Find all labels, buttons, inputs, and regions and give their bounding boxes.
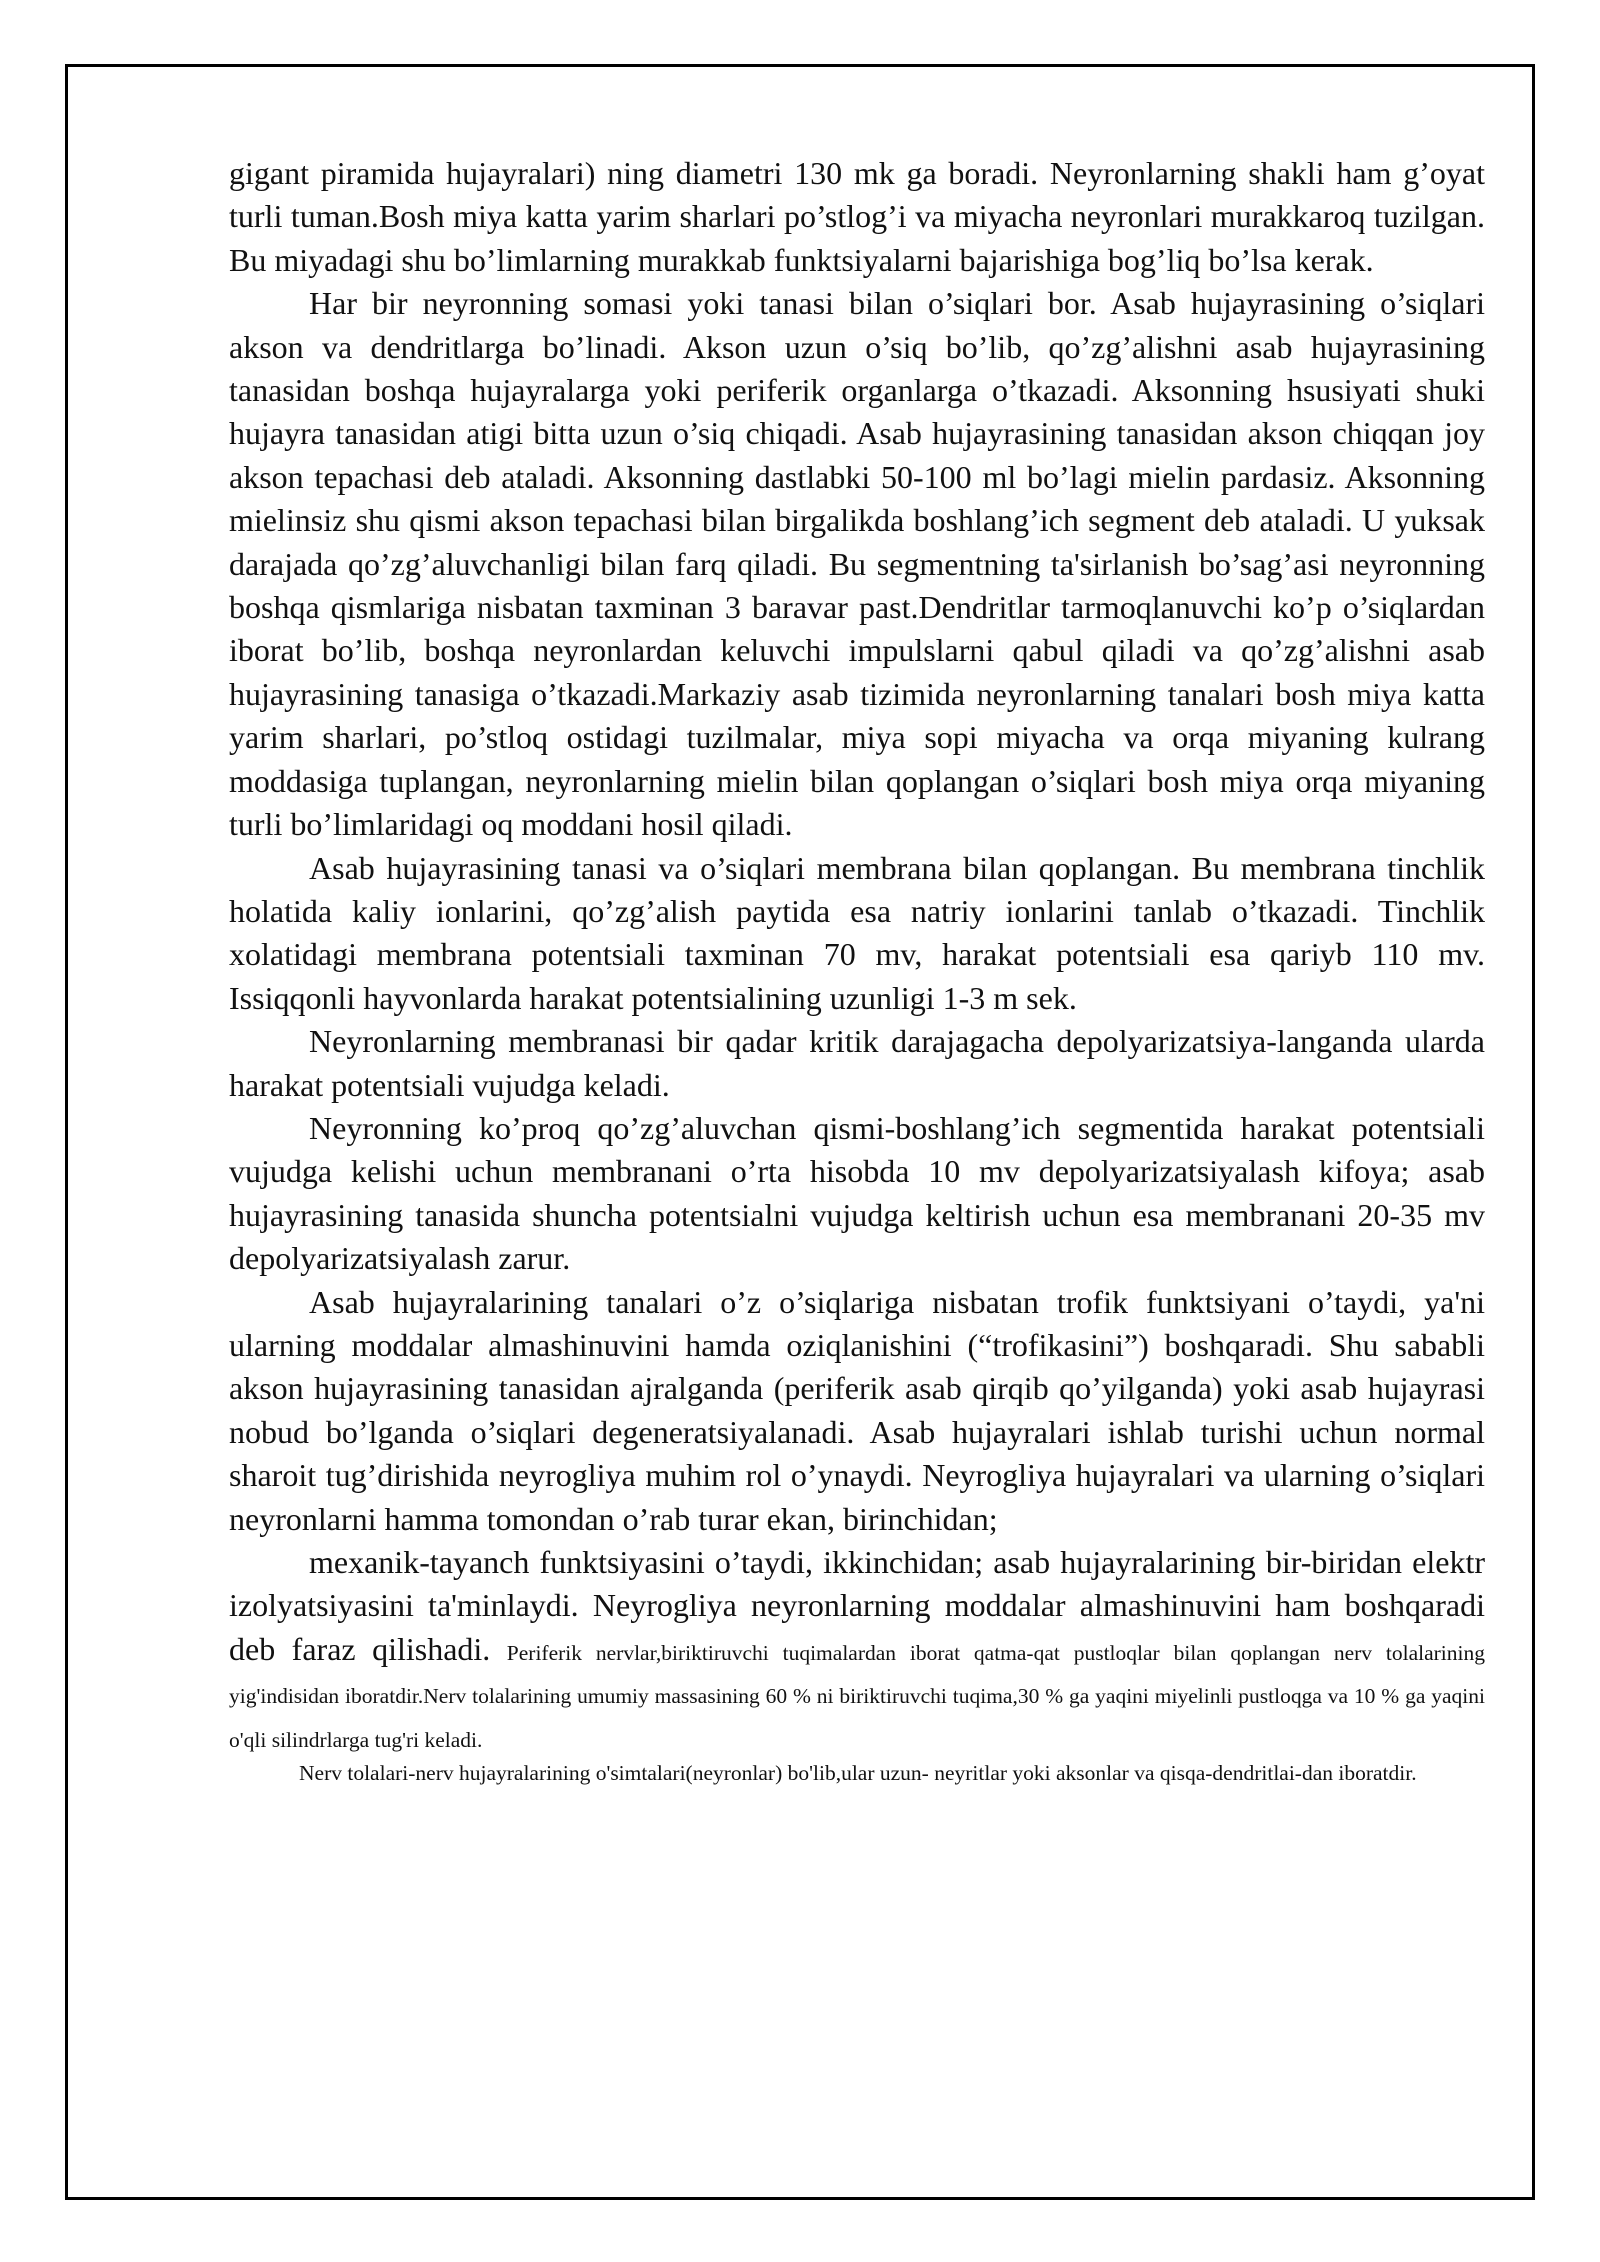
paragraph-1: gigant piramida hujayralari) ning diametri 130 mk ga boradi. Neyronlarning shakli ham g’oyat turli tuman.Bosh miya katta yarim sharlari po’stlog’i va miyacha neyronlari murakkaroq tuzilgan. Bu miyadagi shu bo’limlarning murakkab funktsiyalarni bajarishiga bog’liq bo’lsa kerak. xyxy=(229,155,1485,278)
paragraph-3: Asab hujayrasining tanasi va o’siqlari membrana bilan qoplangan. Bu membrana tinchlik holatida kaliy ionlarini, qo’zg’alish paytida esa natriy ionlarini tanlab o’tkazadi. Tinchlik xolatidagi membrana potentsiali taxminan 70 mv, harakat potentsiali esa qariyb 110 mv. Issiqqonli hayvonlarda harakat potentsialining uzunligi 1-3 m sek. xyxy=(229,849,1485,1016)
paragraph-7-small-text: Periferik nervlar,biriktiruvchi tuqimalardan iborat qatma-qat pustloqlar bilan qoplangan nerv tolalarining yig'indisidan iboratdir.Nerv tolalarining umumiy massasining 60 % ni biriktiruvchi tuqima,30 % ga yaqini miyelinli pustloqga va 10 % ga yaqini o'qli silindrlarga tug'ri keladi. xyxy=(229,1640,1486,1752)
document-body xyxy=(229,152,1485,1788)
paragraph-4: Neyronlarning membranasi bir qadar kritik darajagacha depolyarizatsiya-langanda ularda harakat potentsiali vujudga keladi. xyxy=(229,1023,1485,1103)
paragraph-2: Har bir neyronning somasi yoki tanasi bilan o’siqlari bor. Asab hujayrasining o’siqlari akson va dendritlarga bo’linadi. Akson uzun o’siq bo’lib, qo’zg’alishni asab hujayrasining tanasidan boshqa hujayralarga yoki periferik organlarga o’tkazadi. Aksonning hsusiyati shuki hujayra tanasidan atigi bitta uzun o’siq chiqadi. Asab hujayrasining tanasidan akson chiqqan joy akson tepachasi deb ataladi. Aksonning dastlabki 50-100 ml bo’lagi mielin pardasiz. Aksonning mielinsiz shu qismi akson tepachasi bilan birgalikda boshlang’ich segment deb ataladi. U yuksak darajada qo’zg’aluvchanligi bilan farq qiladi. Bu segmentning ta'sirlanish bo’sag’asi neyronning boshqa qismlariga nisbatan taxminan 3 baravar past.Dendritlar tarmoqlanuvchi ko’p o’siqlardan iborat bo’lib, boshqa neyronlardan keluvchi impulslarni qabul qiladi va qo’zg’alishni asab hujayrasining tanasiga o’tkazadi.Markaziy asab tizimida neyronlarning tanalari bosh miya katta yarim sharlari, po’stloq ostidagi tuzilmalar, miya sopi miyacha va orqa miyaning kulrang moddasiga tuplangan, neyronlarning mielin bilan qoplangan o’siqlari bosh miya orqa miyaning turli bo’limlaridagi oq moddani hosil qiladi. xyxy=(229,285,1485,843)
paragraph-6: Asab hujayralarining tanalari o’z o’siqlariga nisbatan trofik funktsiyani o’taydi, ya'ni ularning moddalar almashinuvini hamda oziqlanishini (“trofikasini”) boshqaradi. Shu sababli akson hujayrasining tanasidan ajralganda (periferik asab qirqib qo’yilganda) yoki asab hujayrasi nobud bo’lganda o’siqlari degeneratsiyalanadi. Asab hujayralari ishlab turishi uchun normal sharoit tug’dirishida neyrogliya muhim rol o’ynaydi. Neyrogliya hujayralari va ularning o’siqlari neyronlarni hamma tomondan o’rab turar ekan, birinchidan; xyxy=(229,1283,1485,1537)
paragraph-8: Nerv tolalari-nerv hujayralarining o'simtalari(neyronlar) bo'lib,ular uzun- neyritlar yoki aksonlar va qisqa-dendritlai-dan iboratdir. xyxy=(299,1761,1417,1786)
paragraph-7-large-text: mexanik-tayanch funktsiyasini o’taydi, ikkinchidan; asab hujayralarining bir-biridan elektr izolyatsiyasini ta'minlaydi. Neyrogliya neyronlarning moddalar almashinuvini ham boshqaradi deb faraz qilishadi. xyxy=(229,1544,1485,1667)
paragraph-7 xyxy=(229,1541,1485,1758)
paragraph-5: Neyronning ko’proq qo’zg’aluvchan qismi-boshlang’ich segmentida harakat potentsiali vujudga kelishi uchun membranani o’rta hisobda 10 mv depolyarizatsiyalash kifoya; asab hujayrasining tanasida shuncha potentsialni vujudga keltirish uchun esa membranani 20-35 mv depolyarizatsiyalash zarur. xyxy=(229,1109,1485,1277)
